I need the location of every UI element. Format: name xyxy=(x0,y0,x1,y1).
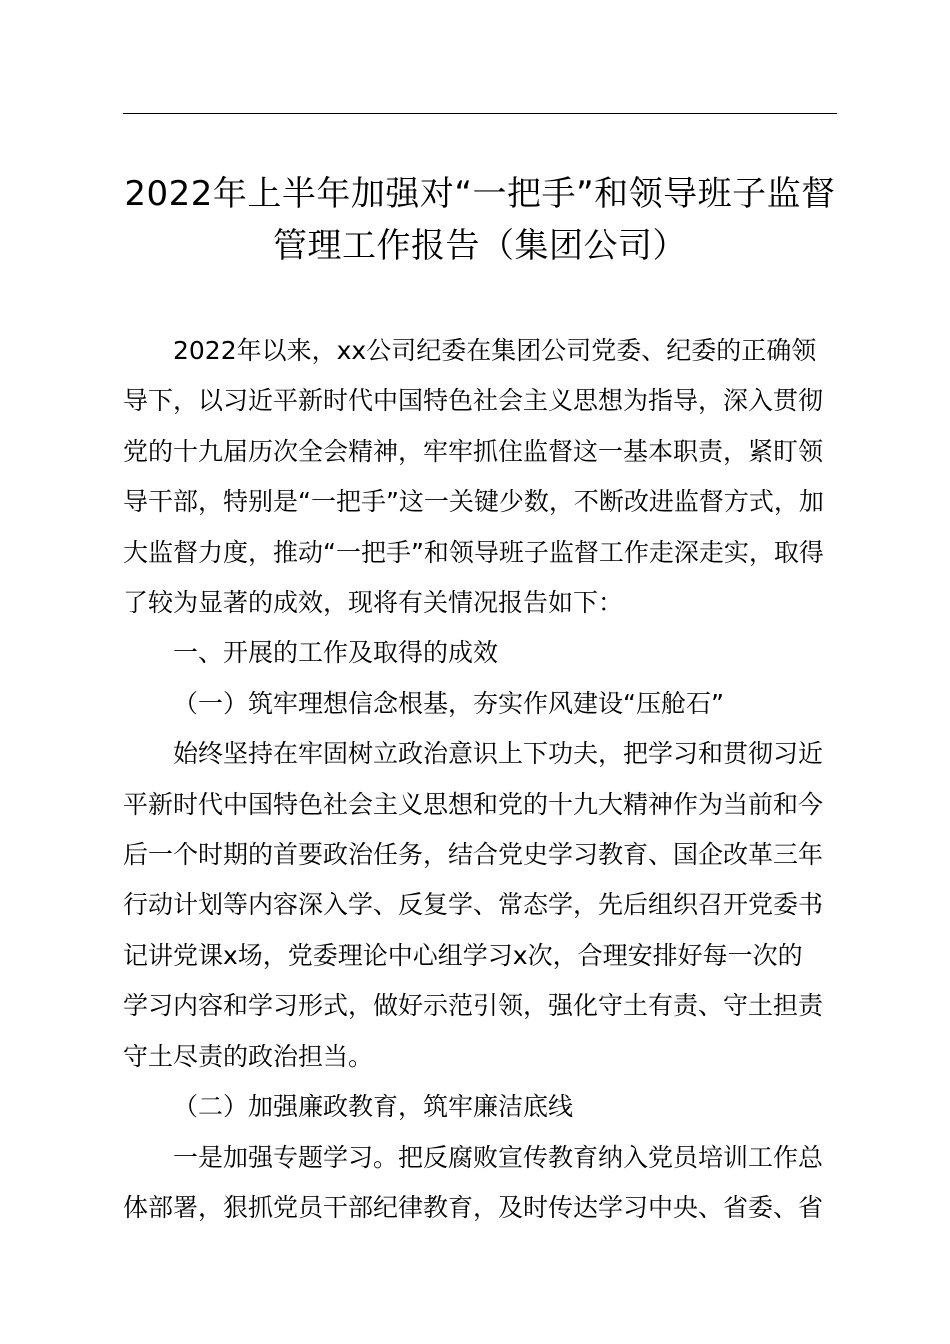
heading-line: （二）加强廉政教育，筑牢廉洁底线 xyxy=(173,1092,574,1122)
paragraph-line: 了较为显著的成效，现将有关情况报告如下： xyxy=(123,588,624,618)
section-heading xyxy=(123,628,837,678)
paragraph-line: 一是加强专题学习。把反腐败宣传教育纳入党员培训工作总 xyxy=(173,1142,824,1172)
paragraph xyxy=(123,326,837,628)
paragraph-line: 始终坚持在牢固树立政治意识上下功夫，把学习和贯彻习近 xyxy=(173,739,824,769)
title-line: 管理工作报告（集团公司） xyxy=(273,226,687,266)
paragraph-line: 党的十九届历次全会精神，牢牢抓住监督这一基本职责，紧盯领 xyxy=(123,436,824,466)
document-title xyxy=(100,168,860,272)
paragraph-line: 后一个时期的首要政治任务，结合党史学习教育、国企改革三年 xyxy=(123,840,824,870)
paragraph-line: 大监督力度，推动“一把手”和领导班子监督工作走深走实，取得 xyxy=(123,537,824,567)
paragraph-line: 导干部，特别是“一把手”这一关键少数，不断改进监督方式，加 xyxy=(123,487,824,517)
paragraph-line: 体部署，狠抓党员干部纪律教育，及时传达学习中央、省委、省 xyxy=(123,1192,824,1222)
paragraph-line: 行动计划等内容深入学、反复学、常态学，先后组织召开党委书 xyxy=(123,890,824,920)
document-body xyxy=(123,326,837,1233)
paragraph xyxy=(123,1133,837,1234)
paragraph-line: 导下，以习近平新时代中国特色社会主义思想为指导，深入贯彻 xyxy=(123,386,824,416)
paragraph-line: 守土尽责的政治担当。 xyxy=(123,1041,374,1071)
heading-line: （一）筑牢理想信念根基，夯实作风建设“压舱石” xyxy=(173,688,724,718)
heading-line: 一、开展的工作及取得的成效 xyxy=(173,638,499,668)
paragraph-line: 记讲党课x场，党委理论中心组学习x次，合理安排好每一次的 xyxy=(123,940,803,970)
paragraph-line: 学习内容和学习形式，做好示范引领，强化守土有责、守土担责 xyxy=(123,991,824,1021)
subsection-heading xyxy=(123,679,837,729)
paragraph-line: 平新时代中国特色社会主义思想和党的十九大精神作为当前和今 xyxy=(123,789,824,819)
title-line: 2022年上半年加强对“一把手”和领导班子监督 xyxy=(124,174,836,214)
header-rule xyxy=(123,113,837,114)
paragraph-line: 2022年以来，xx公司纪委在集团公司党委、纪委的正确领 xyxy=(173,336,817,365)
subsection-heading xyxy=(123,1082,837,1132)
paragraph xyxy=(123,729,837,1082)
